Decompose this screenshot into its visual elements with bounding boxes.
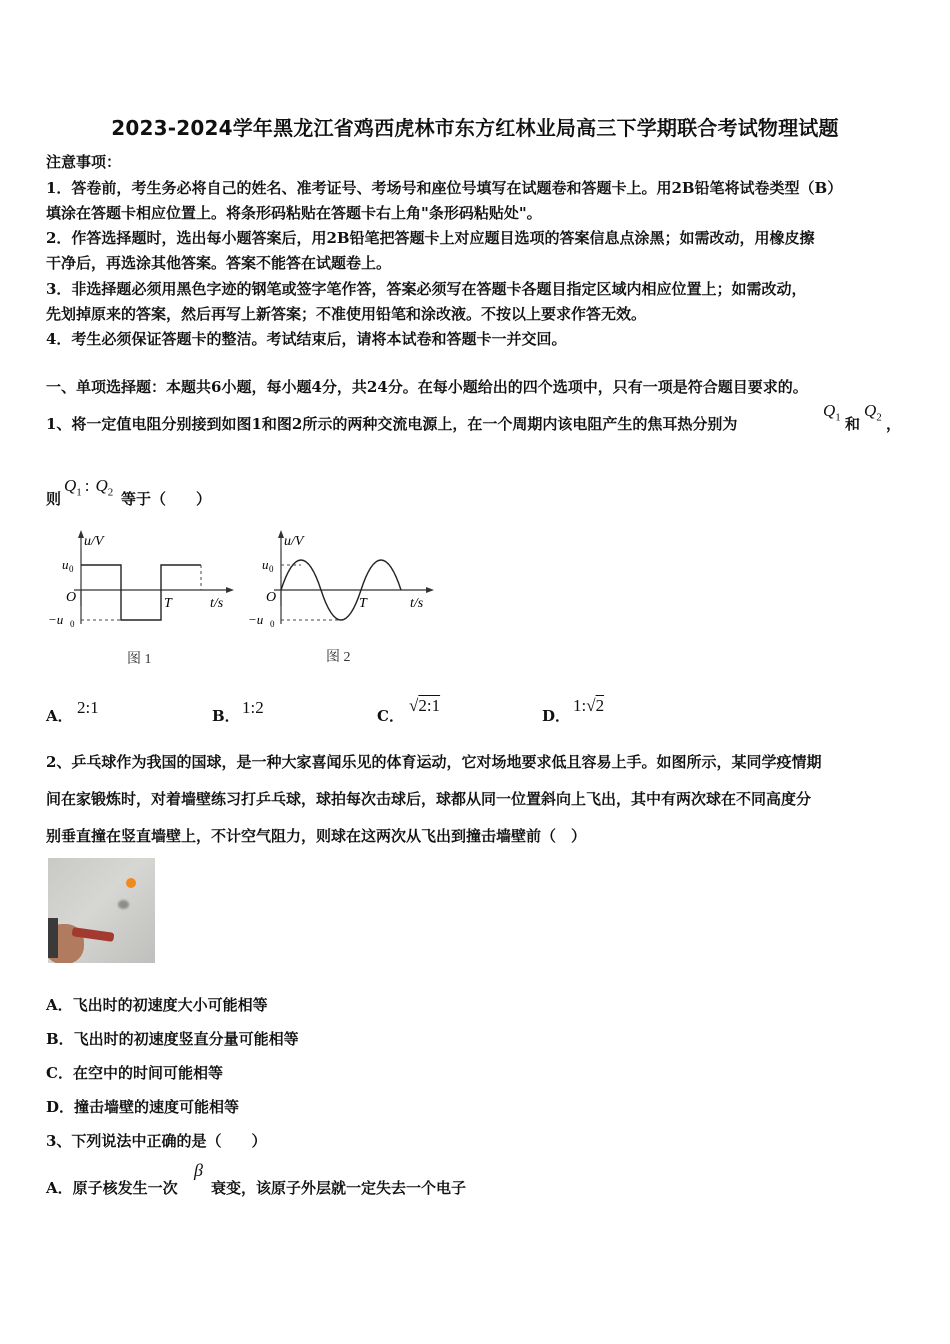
q2-option-d: D．撞击墙壁的速度可能相等: [46, 1098, 240, 1116]
notice-line-1: 1．答卷前，考生务必将自己的姓名、准考证号、考场号和座位号填写在试题卷和答题卡上。用2B铅笔将试卷类型（B）: [46, 179, 843, 197]
ball-shadow: [118, 900, 129, 909]
fig2-origin: O: [266, 590, 277, 605]
q2-option-b: B．飞出时的初速度竖直分量可能相等: [46, 1030, 299, 1048]
fig1-u0-sub: 0: [69, 564, 74, 574]
notice-line-5: 3．非选择题必须用黑色字迹的钢笔或签字笔作答，答案必须写在答题卡各题目指定区域内相应位置上；如需改动，: [46, 280, 807, 298]
q3-beta-symbol: β: [194, 1160, 203, 1180]
fig2-neg-u0-sub: 0: [270, 619, 275, 629]
q3-stem: 3、下列说法中正确的是（ ）: [46, 1132, 267, 1150]
ping-pong-photo: [48, 858, 155, 963]
notice-heading: 注意事项：: [46, 153, 122, 171]
q3-option-a-post: 衰变，该原子外层就一定失去一个电子: [211, 1179, 467, 1197]
q1-symbol-q1: $Q_1$: [823, 401, 841, 424]
q2-stem-line-1: 2、乒乓球作为我国的国球，是一种大家喜闻乐见的体育运动，它对场地要求低且容易上手。如图所示，某同学疫情期: [46, 753, 822, 771]
fig1-y-label: u/V: [84, 534, 104, 549]
notice-line-7: 4．考生必须保证答题卡的整洁。考试结束后，请将本试卷和答题卡一并交回。: [46, 330, 567, 348]
q2-option-c: C．在空中的时间可能相等: [46, 1064, 223, 1082]
q1-option-c-value: √2:1: [409, 696, 441, 715]
fig1-u0: u: [62, 557, 69, 572]
figure-1-square-wave: [44, 528, 244, 673]
q1-option-b-value: 1:2: [242, 698, 264, 717]
fig2-caption: 图 2: [326, 650, 351, 665]
q1-symbol-q2: $Q_2$: [864, 401, 882, 424]
q1-option-a-value: 2:1: [77, 698, 99, 717]
fig2-y-label: u/V: [284, 534, 304, 549]
fig2-x-label: t/s: [410, 596, 424, 611]
q1-option-c-label: C．: [377, 707, 404, 725]
notice-line-3: 2．作答选择题时，选出每小题答案后，用2B铅笔把答题卡上对应题目选项的答案信息点涂黑；如需改动，用橡皮擦: [46, 229, 815, 247]
q1-ratio: $Q_1$ : $Q_2$: [64, 476, 114, 499]
fig2-neg-u0: −u: [248, 612, 264, 627]
q3-option-a-pre: A．原子核发生一次: [46, 1179, 178, 1197]
q1-and: 和: [845, 415, 861, 433]
section-heading: 一、单项选择题：本题共6小题，每小题4分，共24分。在每小题给出的四个选项中，只有一项是符合题目要求的。: [46, 378, 808, 396]
fig2-u0-sub: 0: [269, 564, 274, 574]
q1-option-b-label: B．: [212, 707, 240, 725]
fig1-x-arrow: [226, 587, 234, 593]
fig2-x-arrow: [426, 587, 434, 593]
fig1-neg-u0-sub: 0: [70, 619, 75, 629]
fig1-neg-u0: −u: [48, 612, 64, 627]
fig1-origin: O: [66, 590, 77, 605]
fig1-caption: 图 1: [127, 652, 152, 667]
fig2-u0: u: [262, 557, 269, 572]
ping-pong-ball: [126, 878, 136, 888]
fig2-t-mark: T: [359, 596, 367, 611]
fig1-waveform: [81, 565, 201, 620]
q2-stem-line-3: 别垂直撞在竖直墙壁上，不计空气阻力，则球在这两次从飞出到撞击墙壁前（ ）: [46, 827, 587, 845]
q1-option-d-label: D．: [542, 707, 571, 725]
q1-option-a-label: A．: [46, 707, 73, 725]
fig1-x-label: t/s: [210, 596, 224, 611]
figure-2-sine-wave: [244, 528, 444, 673]
notice-line-4: 干净后，再选涂其他答案。答案不能答在试题卷上。: [46, 254, 392, 272]
q2-option-a: A．飞出时的初速度大小可能相等: [46, 996, 268, 1014]
sleeve: [48, 918, 58, 958]
q2-stem-line-2: 间在家锻炼时，对着墙壁练习打乒乓球，球拍每次击球后，球都从同一位置斜向上飞出，其中有两次球在不同高度分: [46, 790, 812, 808]
q1-equals: 等于（ ）: [121, 490, 212, 508]
page-title: 2023-2024学年黑龙江省鸡西虎林市东方红林业局高三下学期联合考试物理试题: [111, 116, 839, 140]
notice-line-2: 填涂在答题卡相应位置上。将条形码粘贴在答题卡右上角"条形码粘贴处"。: [46, 204, 542, 222]
q1-option-d-value: 1:√2: [573, 696, 605, 715]
notice-line-6: 先划掉原来的答案，然后再写上新答案；不准使用铅笔和涂改液。不按以上要求作答无效。: [46, 305, 647, 323]
q1-then: 则: [46, 490, 62, 508]
fig1-t-mark: T: [164, 596, 172, 611]
q1-comma: ，: [886, 415, 902, 433]
q1-stem: 1、将一定值电阻分别接到如图1和图2所示的两种交流电源上，在一个周期内该电阻产生的焦耳热分别为: [46, 415, 738, 433]
